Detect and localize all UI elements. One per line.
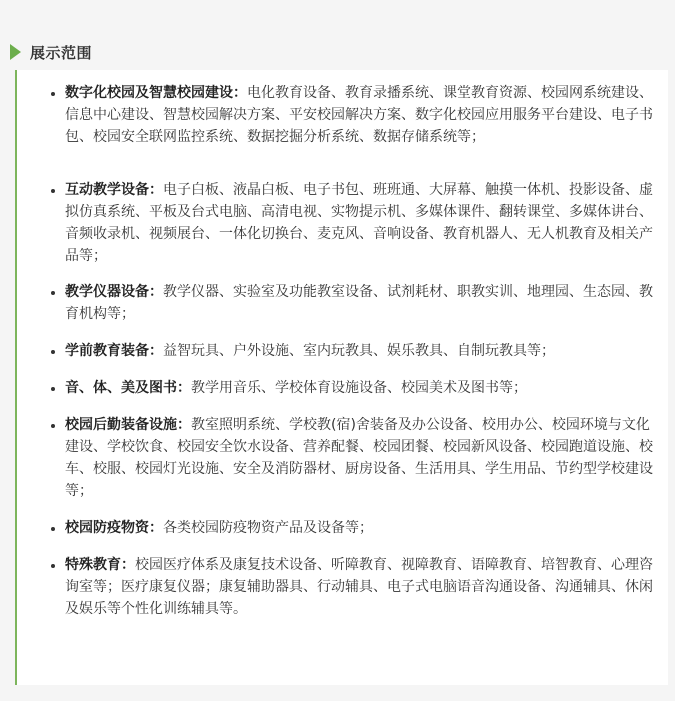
item-text: 各类校园防疫物资产品及设备等； bbox=[163, 520, 373, 536]
section-header bbox=[0, 40, 92, 64]
triangle-marker-icon bbox=[10, 44, 21, 60]
section-title: 展示范围 bbox=[30, 43, 93, 62]
item-label: 校园防疫物资： bbox=[65, 520, 163, 536]
item-text: 电子白板、液晶白板、电子书包、班班通、大屏幕、触摸一体机、投影设备、虚拟仿真系统、平板及台式电脑、高清电视、实物提示机、多媒体课件、翻转课堂、多媒体讲台、音频收录机、视频展台、一体化切换台、麦克风、音响设备、教育机器人、无人机教育及相关产品等； bbox=[65, 182, 653, 264]
list-item bbox=[65, 179, 656, 267]
item-text: 教室照明系统、学校教(宿)舍装备及办公设备、校用办公、校园环境与文化建设、学校饮食、校园安全饮水设备、营养配餐、校园团餐、校园新风设备、校园跑道设施、校车、校服、校园灯光设施、安全及消防器材、厨房设备、生活用具、学生用品、节约型学校建设等； bbox=[65, 417, 653, 499]
item-text: 电化教育设备、教育录播系统、课堂教育资源、校园网系统建设、信息中心建设、智慧校园解决方案、平安校园解决方案、数字化校园应用服务平台建设、电子书包、校园安全联网监控系统、数据挖掘分析系统、数据存储系统等； bbox=[65, 85, 653, 145]
list-item bbox=[65, 517, 656, 539]
item-label: 特殊教育： bbox=[65, 557, 135, 573]
item-label: 教学仪器设备： bbox=[65, 284, 163, 300]
exhibition-scope-panel bbox=[15, 70, 668, 685]
list-item bbox=[65, 377, 656, 399]
item-label: 音、体、美及图书： bbox=[65, 380, 191, 396]
scope-list bbox=[17, 82, 668, 620]
item-text: 益智玩具、户外设施、室内玩教具、娱乐教具、自制玩教具等； bbox=[163, 343, 555, 359]
list-item bbox=[65, 281, 656, 325]
item-label: 学前教育装备： bbox=[65, 343, 163, 359]
item-text: 教学仪器、实验室及功能教室设备、试剂耗材、职教实训、地理园、生态园、教育机构等； bbox=[65, 284, 653, 322]
item-label: 校园后勤装备设施： bbox=[65, 417, 191, 433]
list-item bbox=[65, 554, 656, 620]
list-item bbox=[65, 340, 656, 362]
item-label: 互动教学设备： bbox=[65, 182, 163, 198]
item-text: 教学用音乐、学校体育设施设备、校园美术及图书等； bbox=[191, 380, 527, 396]
list-item bbox=[65, 414, 656, 502]
item-label: 数字化校园及智慧校园建设： bbox=[65, 85, 247, 101]
item-text: 校园医疗体系及康复技术设备、听障教育、视障教育、语障教育、培智教育、心理咨询室等；医疗康复仪器；康复辅助器具、行动辅具、电子式电脑语音沟通设备、沟通辅具、休闲及娱乐等个性化训练辅具等。 bbox=[65, 557, 653, 617]
list-item bbox=[65, 82, 656, 148]
